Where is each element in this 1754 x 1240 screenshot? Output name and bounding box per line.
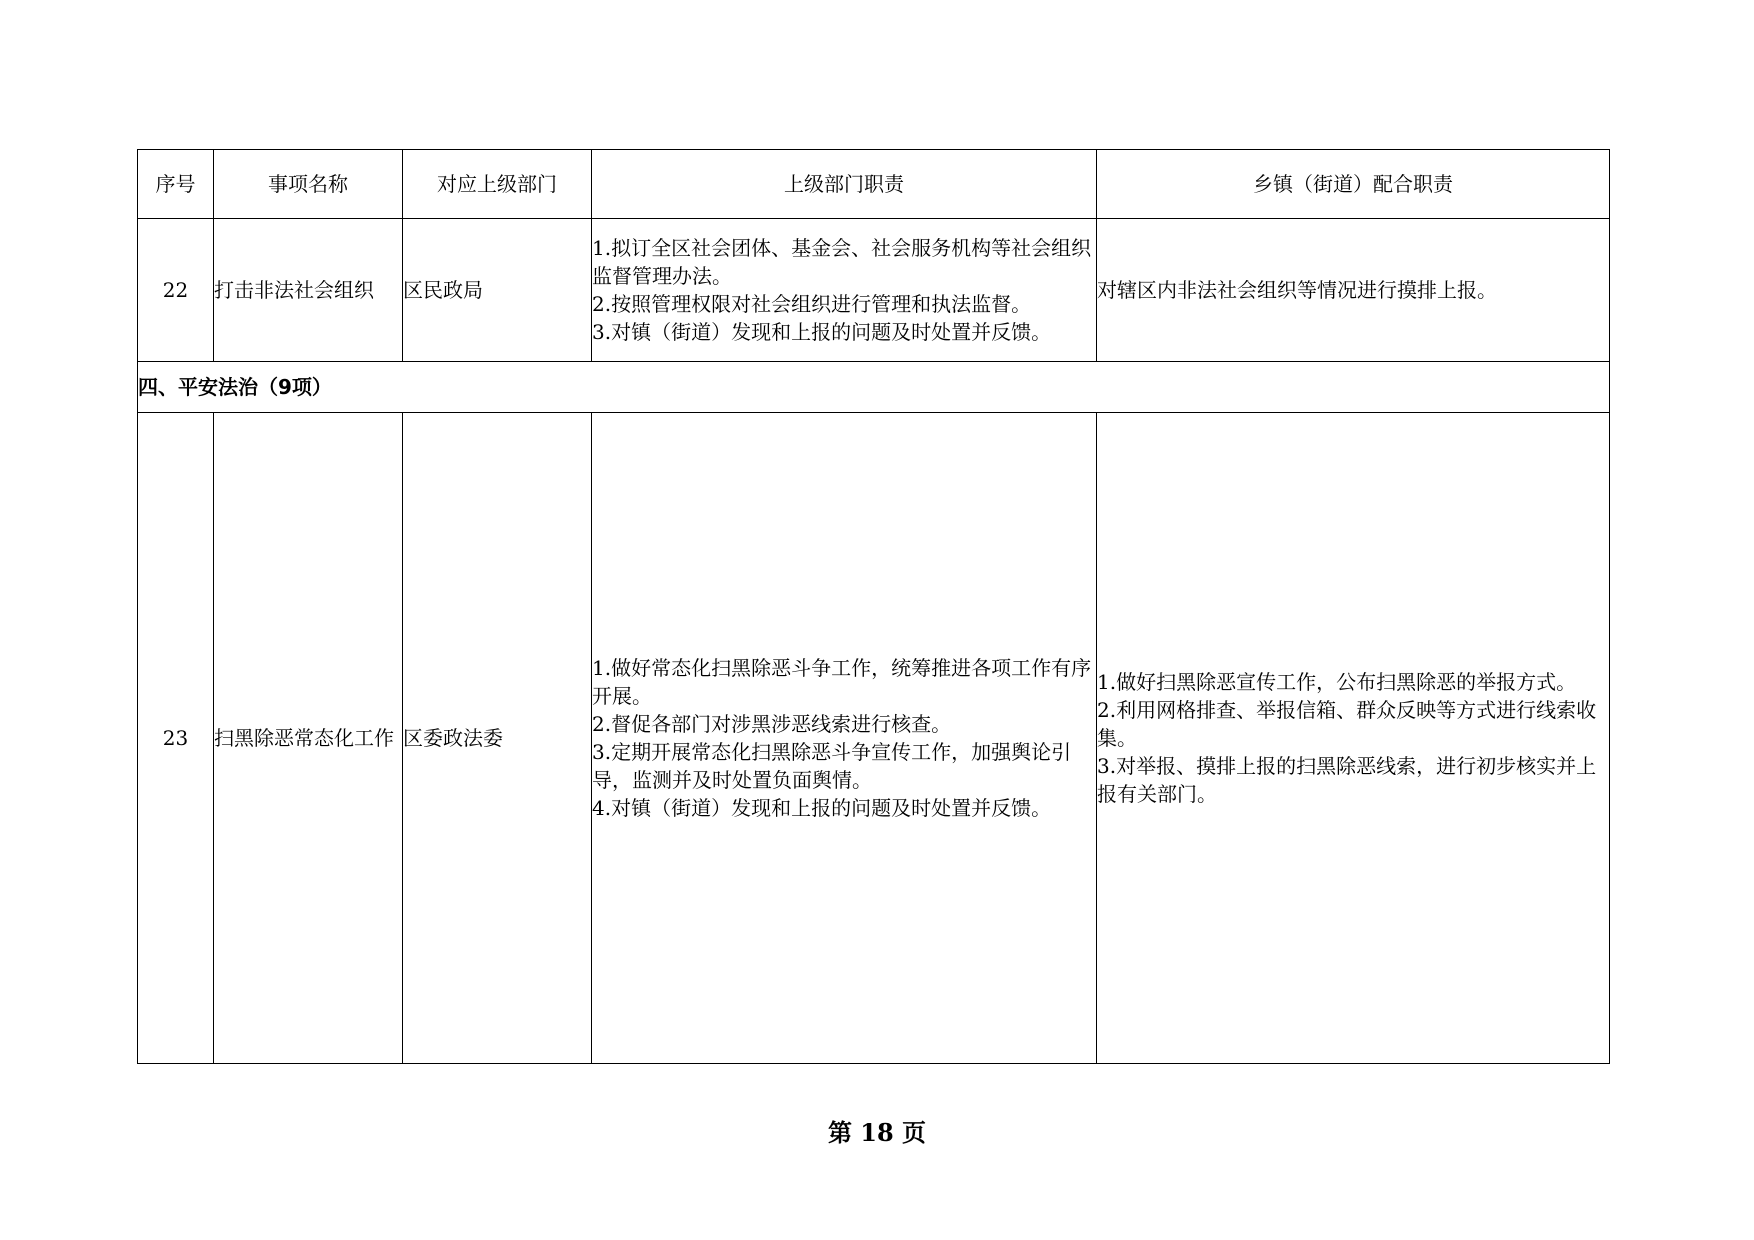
table-row xyxy=(138,219,1610,362)
duty-item: 3.对镇（街道）发现和上报的问题及时处置并反馈。 xyxy=(592,320,1052,344)
town-duty-item: 对辖区内非法社会组织等情况进行摸排上报。 xyxy=(1097,278,1497,302)
table-header-row xyxy=(138,150,1610,219)
duty-item: 2.督促各部门对涉黑涉恶线索进行核查。 xyxy=(592,712,952,736)
table-row xyxy=(138,413,1610,1064)
header-item-name: 事项名称 xyxy=(214,150,403,219)
page-number: 第 18 页 xyxy=(827,1118,927,1147)
row-number: 23 xyxy=(138,413,214,1064)
row-number: 22 xyxy=(138,219,214,362)
item-name: 打击非法社会组织 xyxy=(214,219,403,362)
dept-duties xyxy=(592,413,1097,1064)
town-duty-item: 3.对举报、摸排上报的扫黑除恶线索，进行初步核实并上报有关部门。 xyxy=(1097,754,1597,806)
town-duty-item: 1.做好扫黑除恶宣传工作，公布扫黑除恶的举报方式。 xyxy=(1097,670,1577,694)
responsibility-table xyxy=(137,149,1610,1064)
header-department: 对应上级部门 xyxy=(403,150,592,219)
header-dept-duties: 上级部门职责 xyxy=(592,150,1097,219)
header-number: 序号 xyxy=(138,150,214,219)
town-duties xyxy=(1097,413,1610,1064)
duty-item: 2.按照管理权限对社会组织进行管理和执法监督。 xyxy=(592,292,1032,316)
department: 区委政法委 xyxy=(403,413,592,1064)
duty-item: 1.拟订全区社会团体、基金会、社会服务机构等社会组织监督管理办法。 xyxy=(592,236,1092,288)
duty-item: 1.做好常态化扫黑除恶斗争工作，统筹推进各项工作有序开展。 xyxy=(592,656,1092,708)
header-town-duties: 乡镇（街道）配合职责 xyxy=(1097,150,1610,219)
item-name: 扫黑除恶常态化工作 xyxy=(214,413,403,1064)
town-duty-item: 2.利用网格排查、举报信箱、群众反映等方式进行线索收集。 xyxy=(1097,698,1597,750)
town-duties xyxy=(1097,219,1610,362)
section-title: 四、平安法治（9项） xyxy=(138,362,1610,413)
section-row xyxy=(138,362,1610,413)
dept-duties xyxy=(592,219,1097,362)
department: 区民政局 xyxy=(403,219,592,362)
duty-item: 4.对镇（街道）发现和上报的问题及时处置并反馈。 xyxy=(592,796,1052,820)
duty-item: 3.定期开展常态化扫黑除恶斗争宣传工作，加强舆论引导，监测并及时处置负面舆情。 xyxy=(592,740,1072,792)
